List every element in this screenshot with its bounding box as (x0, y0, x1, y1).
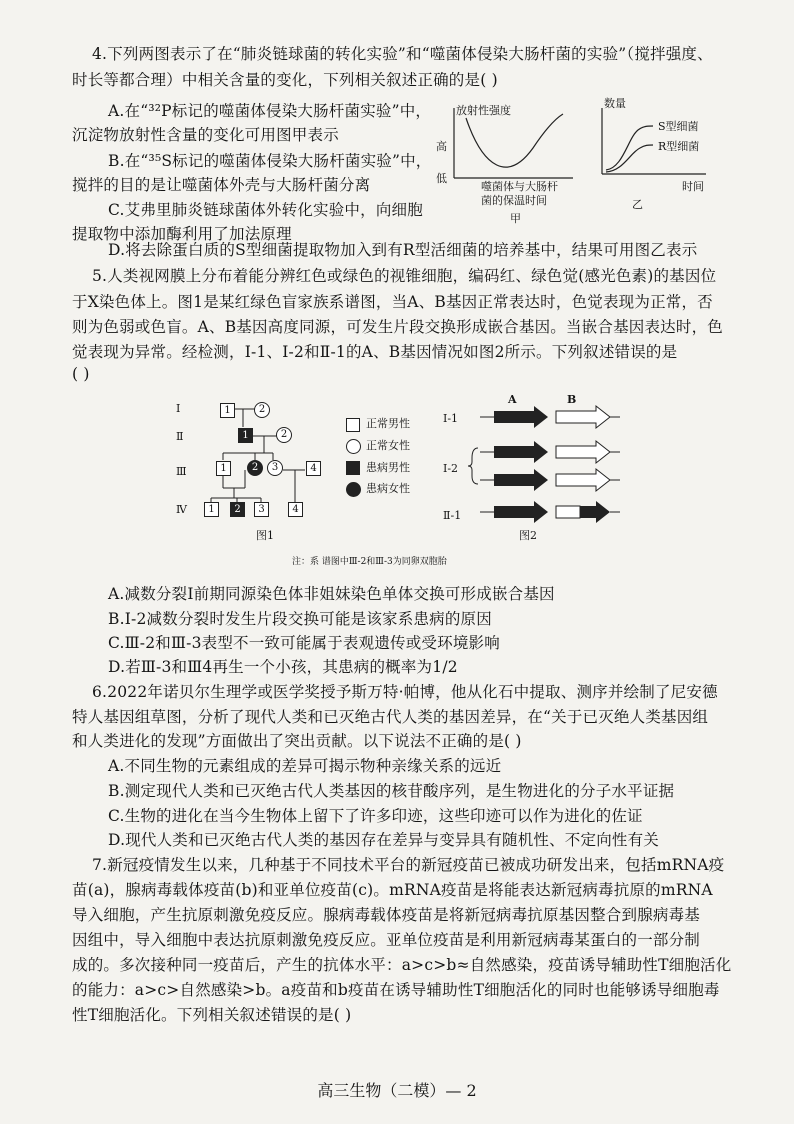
pedigree-i2-normal-female: 2 (254, 402, 270, 418)
q5-option-a: A.减数分裂Ⅰ前期同源染色体非姐妹染色单体交换可形成嵌合基因 (108, 585, 555, 603)
gene-row-label-ii1: Ⅱ-1 (443, 509, 462, 522)
q7-stem-line2: 苗(a)，腺病毒载体疫苗(b)和亚单位疫苗(c)。mRNA疫苗是将能表达新冠病毒抗原的mRNA (72, 881, 713, 899)
pedigree-iii2-affected-female: 2 (247, 460, 263, 476)
pedigree-iii3-normal-female: 3 (267, 460, 283, 476)
pedigree-iv3-normal-male: 3 (254, 502, 269, 517)
q5-option-c: C.Ⅲ-2和Ⅲ-3表型不一致可能属于表观遗传或受环境影响 (108, 634, 500, 652)
q6-option-c: C.生物的进化在当今生物体上留下了许多印迹，这些印迹可以作为进化的佐证 (108, 807, 643, 825)
pedigree-iv2-affected-male: 2 (230, 502, 245, 517)
q5-stem-line2: 于X染色体上。图1是某红绿色盲家族系谱图，当A、B基因正常表达时，色觉表现为正常，否 (72, 293, 713, 311)
pedigree-iv4-normal-male: 4 (288, 502, 303, 517)
q7-stem-line3: 导入细胞，产生抗原刺激免疫反应。腺病毒载体疫苗是将新冠病毒抗原基因整合到腺病毒基 (72, 906, 701, 924)
q7-stem-line5: 成的。多次接种同一疫苗后，产生的抗体水平：a>c>b≈自然感染，疫苗诱导辅助性T细胞活化 (72, 956, 732, 974)
q5-stem-line4: 觉表现为异常。经检测，Ⅰ-1、Ⅰ-2和Ⅱ-1的A、B基因情况如图2所示。下列叙述错误的是 (72, 343, 678, 361)
legend-normal-female-symbol (346, 439, 361, 454)
pedigree-iv1-normal-male: 1 (204, 502, 219, 517)
legend-affected-male-symbol (346, 461, 360, 475)
legend-affected-male-label: 患病男性 (366, 461, 410, 474)
q4-option-b-line2: 搅拌的目的是让噬菌体外壳与大肠杆菌分离 (72, 176, 371, 194)
q5-stem-line3: 则为色弱或色盲。A、B基因高度同源，可发生片段交换形成嵌合基因。当嵌合基因表达时，色 (72, 318, 723, 336)
graph-yi-ylabel: 数量 (604, 97, 626, 110)
gene-row-label-i2: Ⅰ-2 (443, 462, 459, 475)
page-footer: 高三生物（二模）— 2 (317, 1081, 477, 1100)
pedigree-ii1-affected-male: 1 (238, 428, 253, 443)
gene-row-label-i1: Ⅰ-1 (443, 412, 459, 425)
pedigree-ii2-normal-female: 2 (276, 427, 292, 443)
graph-jia-high-label: 高 (436, 140, 447, 153)
q7-stem-line4: 因组中，导入细胞中表达抗原刺激免疫反应。亚单位疫苗是利用新冠病毒某蛋白的一部分制 (72, 931, 701, 949)
q7-stem-line1: 7.新冠疫情发生以来，几种基于不同技术平台的新冠疫苗已被成功研发出来，包括mRNA疫 (92, 856, 725, 874)
graph-yi-caption: 乙 (632, 198, 643, 211)
q6-option-d: D.现代人类和已灭绝古代人类的基因存在差异与变异具有随机性、不定向性有关 (108, 831, 660, 849)
graph-yi-s-label: S型细菌 (658, 120, 699, 133)
figure2-caption: 图2 (519, 529, 537, 542)
graph-jia-plot (448, 108, 578, 188)
q6-option-a: A.不同生物的元素组成的差异可揭示物种亲缘关系的远近 (108, 757, 502, 775)
q6-stem-line1: 6.2022年诺贝尔生理学或医学奖授予斯万特·帕博，他从化石中提取、测序并绘制了尼安德 (92, 683, 718, 701)
q4-option-c-line1: C.艾弗里肺炎链球菌体外转化实验中，向细胞 (108, 201, 423, 219)
gen-label-ii: Ⅱ (176, 430, 184, 443)
q6-stem-line3: 和人类进化的发现”方面做出了突出贡献。以下说法不正确的是( ) (72, 732, 522, 750)
pedigree-iii4-normal-male: 4 (306, 461, 321, 476)
pedigree-lines (165, 398, 385, 518)
gene-arrows (460, 404, 630, 526)
q4-option-a-line2: 沉淀物放射性含量的变化可用图甲表示 (72, 126, 339, 144)
q7-stem-line6: 的能力：a>c>自然感染>b。a疫苗和b疫苗在诱导辅助性T细胞活化的同时也能够诱导细胞毒 (72, 981, 720, 999)
pedigree-iii1-normal-male: 1 (216, 461, 231, 476)
q6-option-b: B.测定现代人类和已灭绝古代人类基因的核苷酸序列，是生物进化的分子水平证据 (108, 782, 675, 800)
q7-stem-line7: 性T细胞活化。下列相关叙述错误的是( ) (72, 1006, 352, 1024)
graph-yi-r-label: R型细菌 (658, 140, 700, 153)
gen-label-iii: Ⅲ (176, 465, 187, 478)
graph-jia-xlabel2: 菌的保温时间 (481, 194, 547, 207)
graph-jia-low-label: 低 (436, 172, 447, 185)
q5-option-d: D.若Ⅲ-3和Ⅲ4再生一个小孩，其患病的概率为1/2 (108, 658, 458, 676)
graph-jia-caption: 甲 (510, 212, 521, 225)
q5-option-b: B.Ⅰ-2减数分裂时发生片段交换可能是该家系患病的原因 (108, 610, 492, 628)
figure-note: 注：系 谱图中Ⅲ-2和Ⅲ-3为同卵双胞胎 (292, 557, 447, 567)
legend-normal-female-label: 正常女性 (366, 439, 410, 452)
legend-normal-male-label: 正常男性 (366, 417, 410, 430)
q4-option-d: D.将去除蛋白质的S型细菌提取物加入到有R型活细菌的培养基中，结果可用图乙表示 (108, 241, 698, 259)
q5-stem-line5: ( ) (72, 365, 90, 383)
gen-label-i: Ⅰ (176, 402, 181, 415)
gene-a-label: A (508, 393, 517, 406)
q6-stem-line2: 特人基因组草图，分析了现代人类和已灭绝古代人类的基因差异，在“关于已灭绝人类基因组 (72, 708, 709, 726)
legend-affected-female-symbol (346, 482, 361, 497)
q5-stem-line1: 5.人类视网膜上分布着能分辨红色或绿色的视锥细胞，编码红、绿色觉(感光色素)的基因位 (92, 267, 717, 285)
q4-option-a-line1: A.在“³²P标记的噬菌体侵染大肠杆菌实验”中， (108, 102, 432, 120)
q4-option-c-line2: 提取物中添加酶利用了加法原理 (72, 225, 292, 243)
q4-option-b-line1: B.在“³⁵S标记的噬菌体侵染大肠杆菌实验”中， (108, 152, 432, 170)
legend-normal-male-symbol (346, 418, 360, 432)
q4-stem-line1: 4.下列两图表示了在“肺炎链球菌的转化实验”和“噬菌体侵染大肠杆菌的实验”（搅拌强度、 (92, 45, 713, 63)
legend-affected-female-label: 患病女性 (366, 482, 410, 495)
q4-stem-line2: 时长等都合理）中相关含量的变化，下列相关叙述正确的是( ) (72, 71, 498, 89)
pedigree-i1-normal-male: 1 (220, 403, 235, 418)
gene-b-label: B (567, 393, 577, 406)
graph-jia-ylabel: 放射性强度 (456, 104, 511, 117)
graph-jia-xlabel1: 噬菌体与大肠杆 (481, 180, 558, 193)
figure1-caption: 图1 (256, 529, 274, 542)
gen-label-iv: Ⅳ (176, 503, 187, 516)
graph-yi-xlabel: 时间 (682, 180, 704, 193)
